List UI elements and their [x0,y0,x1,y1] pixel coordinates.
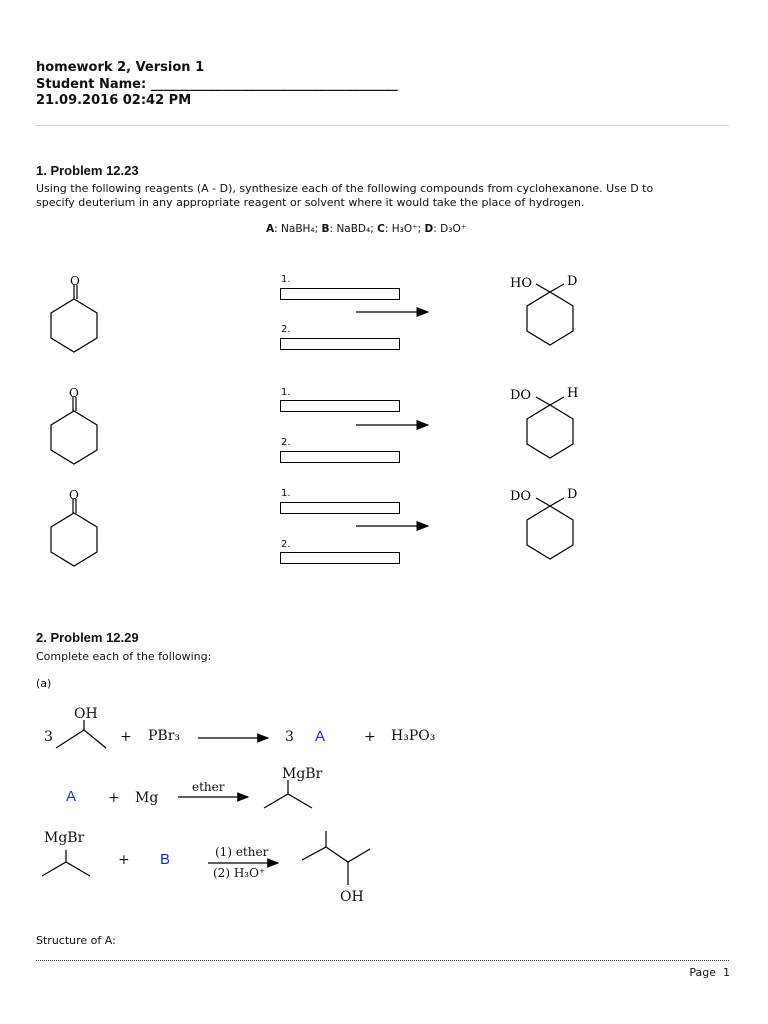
document-title: homework 2, Version 1 [36,60,205,75]
condition-step-1: (1) ether [215,845,269,859]
reagent-answer-box-row1-step1[interactable] [280,288,400,300]
reagent-answer-box-row3-step2[interactable] [280,552,400,564]
reagent-answer-box-row3-step1[interactable] [280,502,400,514]
carbonyl-oxygen-label: O [69,488,79,502]
grignard-group-label: MgBr [44,830,85,846]
structure-prompt: Structure of A: [36,934,116,947]
carbonyl-oxygen-label: O [69,386,79,400]
isopropyl-grignard-skeleton [42,862,90,876]
carbonyl-oxygen-label: O [70,274,80,288]
product-right-substituent: D [567,274,578,289]
plus-sign: + [120,729,132,745]
step-1-label: 1. [281,274,291,285]
step-2-label: 2. [281,324,291,335]
timestamp: 21.09.2016 02:42 PM [36,93,192,108]
problem-2-title: 2. Problem 12.29 [36,630,139,645]
cyclohexanone-structure [51,499,97,566]
student-name-field: Student Name: ______________________________________ [36,77,398,92]
reagent-answer-box-row2-step2[interactable] [280,451,400,463]
product-left-substituent: DO [510,388,532,403]
condition-step-2: (2) H₃O⁺ [213,866,266,880]
part-a-label: (a) [36,677,52,690]
product-hydroxyl-label: OH [340,889,364,905]
problem-1-title: 1. Problem 12.23 [36,163,139,178]
cyclohexanone-structure [51,397,97,464]
grignard-group-label: MgBr [282,766,323,782]
product-right-substituent: D [567,487,578,502]
cyclohexanone-structure [51,285,97,352]
reagent-b-label: B [160,851,171,868]
plus-sign: + [364,729,376,745]
problem-2-scheme [0,680,768,920]
reagent-list: A: NaBH₄; B: NaBD₄; C: H₃O⁺; D: D₃O⁺ [266,223,467,235]
problem-2-instruction: Complete each of the following: [36,650,212,663]
reagent-a-key: A [266,223,275,235]
product-cyclohexanol-structure [527,498,573,559]
reagent-b-value: NaBD₄ [336,223,371,235]
problem-1-text-line1: Using the following reagents (A - D), synthesize each of the following compounds from cyclohexanone. Use D to [36,182,654,195]
step-2-label: 2. [281,437,291,448]
page-indicator [689,966,730,980]
reagent-c-value: H₃O⁺ [391,223,418,235]
reagent-d-key: D [424,223,434,235]
page-label: Page [689,966,716,979]
step-2-label: 2. [281,539,291,550]
reagent-c-key: C [377,223,385,235]
product-cyclohexanol-structure [527,284,573,345]
step-1-label: 1. [281,488,291,499]
product-left-substituent: HO [510,276,532,291]
reactant-a-label: A [66,788,77,805]
plus-sign: + [118,852,130,868]
reagent-b-key: B [321,223,330,235]
pbr3-reagent: PBr₃ [148,728,181,744]
magnesium-reagent: Mg [135,790,159,806]
product-cyclohexanol-structure [527,397,573,458]
isopropanol-coefficient: 3 [44,729,53,745]
product-coefficient: 3 [285,729,294,745]
product-right-substituent: H [567,386,579,401]
alcohol-product-skeleton [302,847,370,862]
problem-1-text-line2: specify deuterium in any appropriate reagent or solvent where it would take the place of hydrogen. [36,196,585,209]
product-a-label: A [315,728,326,745]
ether-condition: ether [192,780,225,794]
footer-divider [36,960,729,961]
hydroxyl-label: OH [74,706,98,722]
reagent-answer-box-row1-step2[interactable] [280,338,400,350]
plus-sign: + [108,790,120,806]
isopropanol-skeleton [56,730,106,748]
reagent-a-value: NaBH₄ [281,223,315,235]
reagent-d-value: D₃O⁺ [440,223,467,235]
isopropyl-grignard-skeleton [264,794,312,808]
step-1-label: 1. [281,387,291,398]
product-left-substituent: DO [510,489,532,504]
reagent-answer-box-row2-step1[interactable] [280,400,400,412]
page-number: 1 [723,966,730,979]
h3po3-product: H₃PO₃ [391,728,436,744]
